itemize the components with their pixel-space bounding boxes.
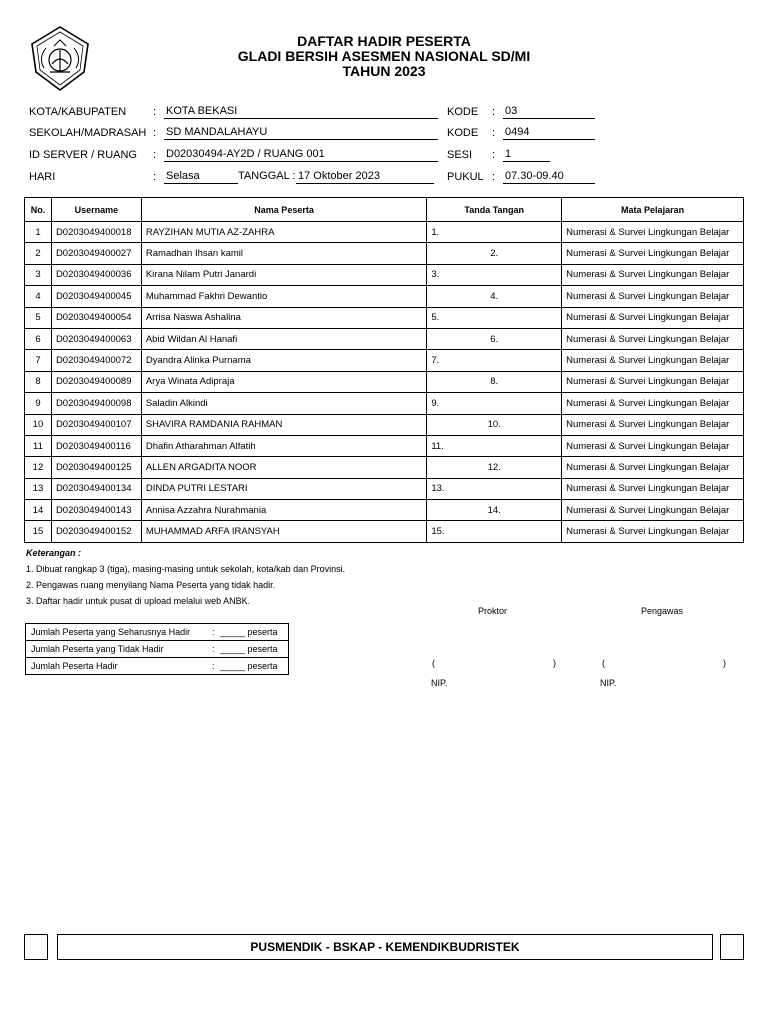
pengawas-label: Pengawas (641, 606, 684, 616)
pukul-label: PUKUL (447, 171, 484, 183)
tanggal-value: 17 Oktober 2023 (296, 170, 434, 184)
note-item: 3. Daftar hadir untuk pusat di upload melalui web ANBK. (26, 596, 251, 606)
table-row (25, 435, 744, 456)
row-number: 14 (25, 500, 52, 521)
tut-wuri-handayani-logo (24, 24, 96, 94)
table-row (25, 328, 744, 349)
table-row (25, 286, 744, 307)
server-value: D02030494-AY2D / RUANG 001 (164, 148, 438, 162)
row-signature-cell: 4. (427, 286, 562, 307)
row-nama-peserta: SHAVIRA RAMDANIA RAHMAN (141, 414, 427, 435)
table-row (25, 478, 744, 499)
row-username: D0203049400089 (51, 371, 141, 392)
row-mata-pelajaran: Numerasi & Survei Lingkungan Belajar (562, 264, 744, 285)
row-username: D0203049400143 (51, 500, 141, 521)
row-mata-pelajaran: Numerasi & Survei Lingkungan Belajar (562, 350, 744, 371)
row-nama-peserta: Saladin Alkindi (141, 393, 427, 414)
kode1-value: 03 (503, 105, 595, 119)
table-row (25, 500, 744, 521)
row-mata-pelajaran: Numerasi & Survei Lingkungan Belajar (562, 371, 744, 392)
row-mata-pelajaran: Numerasi & Survei Lingkungan Belajar (562, 222, 744, 243)
row-nama-peserta: Arya Winata Adipraja (141, 371, 427, 392)
row-nama-peserta: Annisa Azzahra Nurahmania (141, 500, 427, 521)
row-mata-pelajaran: Numerasi & Survei Lingkungan Belajar (562, 435, 744, 456)
kode1-label: KODE (447, 106, 479, 118)
title-line-2: GLADI BERSIH ASESMEN NASIONAL SD/MI (237, 48, 531, 64)
sekolah-value: SD MANDALAHAYU (164, 126, 438, 140)
header-tanda-tangan: Tanda Tangan (427, 198, 562, 222)
header-mata-pelajaran: Mata Pelajaran (562, 198, 744, 222)
summary-row (26, 641, 288, 658)
row-username: D0203049400027 (51, 243, 141, 264)
row-username: D0203049400036 (51, 264, 141, 285)
row-username: D0203049400063 (51, 328, 141, 349)
row-signature-cell: 6. (427, 328, 562, 349)
header-no: No. (25, 198, 52, 222)
colon: : (153, 127, 157, 139)
summary-label: Jumlah Peserta yang Seharusnya Hadir (31, 627, 191, 637)
colon: : (153, 171, 157, 183)
colon: : (492, 149, 496, 161)
row-nama-peserta: DINDA PUTRI LESTARI (141, 478, 427, 499)
footer-left-box (24, 934, 48, 960)
server-label: ID SERVER / RUANG (29, 149, 137, 161)
pengawas-nip-label: NIP. (600, 678, 617, 688)
table-row (25, 350, 744, 371)
row-mata-pelajaran: Numerasi & Survei Lingkungan Belajar (562, 328, 744, 349)
kode2-label: KODE (447, 127, 479, 139)
row-username: D0203049400134 (51, 478, 141, 499)
row-nama-peserta: Abid Wildan Al Hanafi (141, 328, 427, 349)
row-username: D0203049400107 (51, 414, 141, 435)
row-mata-pelajaran: Numerasi & Survei Lingkungan Belajar (562, 393, 744, 414)
row-nama-peserta: ALLEN ARGADITA NOOR (141, 457, 427, 478)
row-signature-cell: 13. (427, 478, 562, 499)
sekolah-label: SEKOLAH/MADRASAH (29, 127, 147, 139)
table-row (25, 393, 744, 414)
row-mata-pelajaran: Numerasi & Survei Lingkungan Belajar (562, 521, 744, 542)
summary-label: Jumlah Peserta Hadir (31, 661, 118, 671)
row-signature-cell: 11. (427, 435, 562, 456)
footer-banner: PUSMENDIK - BSKAP - KEMENDIKBUDRISTEK (57, 934, 713, 960)
summary-colon: : (212, 661, 215, 671)
kota-label: KOTA/KABUPATEN (29, 106, 127, 118)
note-item: 2. Pengawas ruang menyilang Nama Peserta yang tidak hadir. (26, 580, 276, 590)
row-mata-pelajaran: Numerasi & Survei Lingkungan Belajar (562, 286, 744, 307)
row-number: 11 (25, 435, 52, 456)
header-username: Username (51, 198, 141, 222)
summary-box (25, 623, 289, 675)
colon: : (492, 127, 496, 139)
row-nama-peserta: Dhafin Atharahman Alfatih (141, 435, 427, 456)
header-nama-peserta: Nama Peserta (141, 198, 427, 222)
row-mata-pelajaran: Numerasi & Survei Lingkungan Belajar (562, 307, 744, 328)
row-number: 7 (25, 350, 52, 371)
table-header-row (25, 198, 744, 222)
row-signature-cell: 7. (427, 350, 562, 371)
sesi-value: 1 (503, 148, 550, 162)
kode2-value: 0494 (503, 126, 595, 140)
row-username: D0203049400018 (51, 222, 141, 243)
notes-title: Keterangan : (26, 548, 82, 558)
row-number: 12 (25, 457, 52, 478)
row-mata-pelajaran: Numerasi & Survei Lingkungan Belajar (562, 457, 744, 478)
document-title (150, 34, 618, 79)
summary-colon: : (212, 627, 215, 637)
table-row (25, 521, 744, 542)
summary-row (26, 658, 288, 674)
row-signature-cell: 12. (427, 457, 562, 478)
summary-value: _____ peserta (220, 661, 278, 671)
pukul-value: 07.30-09.40 (503, 170, 595, 184)
row-nama-peserta: Kirana Nilam Putri Janardi (141, 264, 427, 285)
row-number: 9 (25, 393, 52, 414)
row-mata-pelajaran: Numerasi & Survei Lingkungan Belajar (562, 243, 744, 264)
attendance-table (24, 197, 744, 543)
table-row (25, 222, 744, 243)
proktor-open-paren: ( (432, 658, 435, 668)
row-username: D0203049400152 (51, 521, 141, 542)
row-signature-cell: 14. (427, 500, 562, 521)
table-row (25, 371, 744, 392)
row-nama-peserta: Arrisa Naswa Ashalina (141, 307, 427, 328)
row-mata-pelajaran: Numerasi & Survei Lingkungan Belajar (562, 500, 744, 521)
row-mata-pelajaran: Numerasi & Survei Lingkungan Belajar (562, 414, 744, 435)
row-number: 1 (25, 222, 52, 243)
proktor-nip-label: NIP. (431, 678, 448, 688)
colon: : (492, 171, 496, 183)
table-row (25, 307, 744, 328)
row-nama-peserta: Ramadhan Ihsan kamil (141, 243, 427, 264)
row-nama-peserta: RAYZIHAN MUTIA AZ-ZAHRA (141, 222, 427, 243)
summary-value: _____ peserta (220, 644, 278, 654)
row-signature-cell: 15. (427, 521, 562, 542)
row-signature-cell: 2. (427, 243, 562, 264)
row-username: D0203049400054 (51, 307, 141, 328)
row-signature-cell: 8. (427, 371, 562, 392)
row-username: D0203049400116 (51, 435, 141, 456)
row-username: D0203049400072 (51, 350, 141, 371)
table-row (25, 264, 744, 285)
row-nama-peserta: Muhammad Fakhri Dewantio (141, 286, 427, 307)
sesi-label: SESI (447, 149, 473, 161)
row-signature-cell: 10. (427, 414, 562, 435)
row-number: 5 (25, 307, 52, 328)
row-username: D0203049400045 (51, 286, 141, 307)
footer-right-box (720, 934, 744, 960)
summary-row (26, 624, 288, 641)
row-number: 8 (25, 371, 52, 392)
row-number: 4 (25, 286, 52, 307)
row-signature-cell: 9. (427, 393, 562, 414)
title-line-1: DAFTAR HADIR PESERTA (297, 33, 471, 49)
summary-value: _____ peserta (220, 627, 278, 637)
proktor-label: Proktor (478, 606, 508, 616)
row-username: D0203049400098 (51, 393, 141, 414)
pengawas-close-paren: ) (723, 658, 726, 668)
row-number: 13 (25, 478, 52, 499)
row-signature-cell: 1. (427, 222, 562, 243)
kota-value: KOTA BEKASI (164, 105, 438, 119)
row-number: 3 (25, 264, 52, 285)
row-signature-cell: 5. (427, 307, 562, 328)
note-item: 1. Dibuat rangkap 3 (tiga), masing-masing untuk sekolah, kota/kab dan Provinsi. (26, 564, 346, 574)
row-number: 15 (25, 521, 52, 542)
title-line-3: TAHUN 2023 (342, 63, 426, 79)
table-row (25, 457, 744, 478)
row-username: D0203049400125 (51, 457, 141, 478)
colon: : (153, 106, 157, 118)
hari-label: HARI (29, 171, 56, 183)
summary-colon: : (212, 644, 215, 654)
table-row (25, 243, 744, 264)
table-row (25, 414, 744, 435)
row-number: 2 (25, 243, 52, 264)
row-mata-pelajaran: Numerasi & Survei Lingkungan Belajar (562, 478, 744, 499)
colon: : (153, 149, 157, 161)
row-nama-peserta: MUHAMMAD ARFA IRANSYAH (141, 521, 427, 542)
hari-value: Selasa (164, 170, 238, 184)
row-number: 6 (25, 328, 52, 349)
row-nama-peserta: Dyandra Alinka Purnama (141, 350, 427, 371)
colon: : (492, 106, 496, 118)
proktor-close-paren: ) (553, 658, 556, 668)
notes-section (26, 545, 345, 609)
summary-label: Jumlah Peserta yang Tidak Hadir (31, 644, 164, 654)
row-signature-cell: 3. (427, 264, 562, 285)
row-number: 10 (25, 414, 52, 435)
pengawas-open-paren: ( (602, 658, 605, 668)
tanggal-label: TANGGAL : (238, 170, 296, 182)
